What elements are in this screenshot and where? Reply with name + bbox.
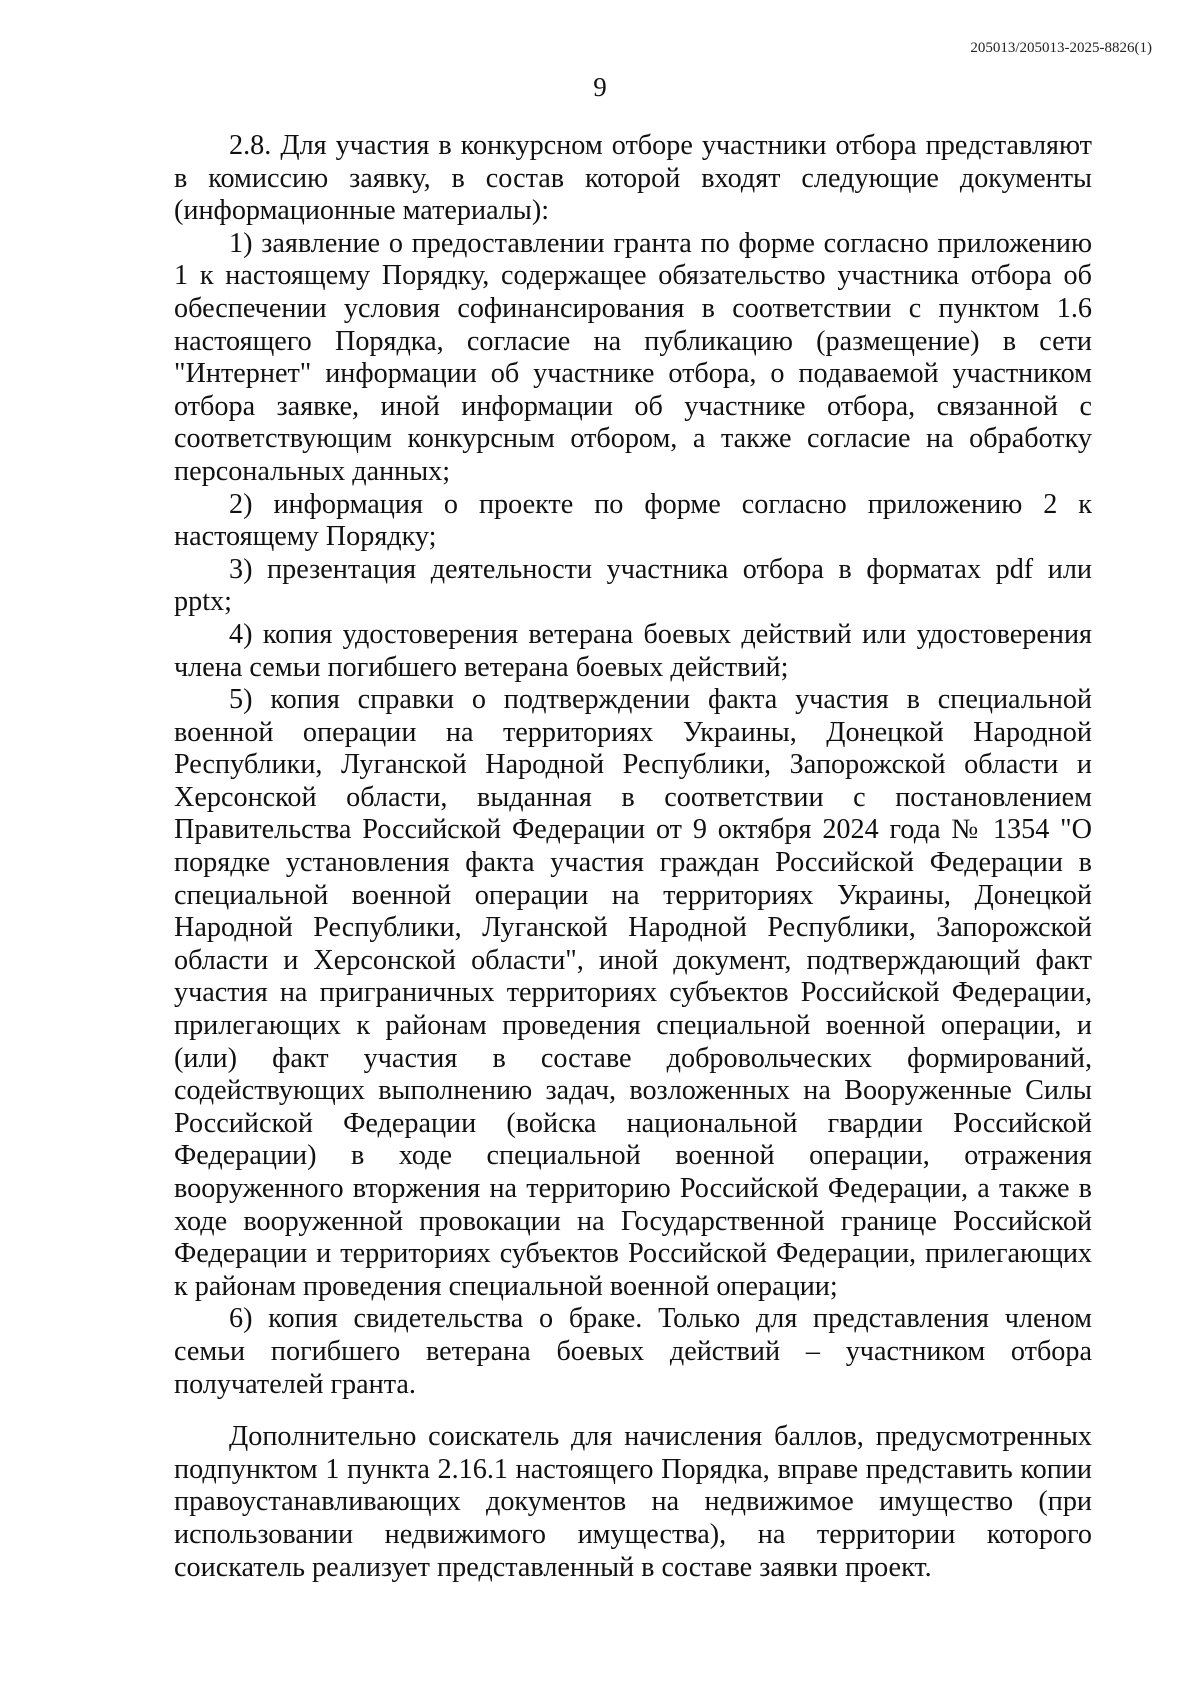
list-item-2-project-info: 2) информация о проекте по форме согласно приложению 2 к настоящему Порядку;	[174, 488, 1092, 553]
paragraph-2-8-intro: 2.8. Для участия в конкурсном отборе участники отбора представляют в комиссию заявку, в состав которой входят следующие документы (информационные материалы):	[174, 130, 1092, 227]
list-item-1-application: 1) заявление о предоставлении гранта по форме согласно приложению 1 к настоящему Порядку, содержащее обязательство участника отбора об обеспечении условия софинансирования в соответствии с пунктом 1.6 настоящего Порядка, согласие на публикацию (размещение) в сети "Интернет" информации об участнике отбора, о подаваемой участником отбора заявке, иной информации об участнике отбора, связанной с соответствующим конкурсным отбором, а также согласие на обработку персональных данных;	[174, 227, 1092, 487]
additional-documents-paragraph: Дополнительно соискатель для начисления баллов, предусмотренных подпунктом 1 пункта 2.16.1 настоящего Порядка, вправе представить копии правоустанавливающих документов на недвижимое имущество (при использовании недвижимого имущества), на территории которого соискатель реализует представленный в составе заявки проект.	[174, 1421, 1092, 1583]
document-body	[174, 130, 1092, 1584]
list-item-4-veteran-certificate: 4) копия удостоверения ветерана боевых действий или удостоверения члена семьи погибшего ветерана боевых действий;	[174, 618, 1092, 683]
list-item-5-participation-certificate: 5) копия справки о подтверждении факта участия в специальной военной операции на территориях Украины, Донецкой Народной Республики, Луганской Народной Республики, Запорожской области и Херсонской области, выданная в соответствии с постановлением Правительства Российской Федерации от 9 октября 2024 года № 1354 "О порядке установления факта участия граждан Российской Федерации в специальной военной операции на территориях Украины, Донецкой Народной Республики, Луганской Народной Республики, Запорожской области и Херсонской области", иной документ, подтверждающий факт участия на приграничных территориях субъектов Российской Федерации, прилегающих к районам проведения специальной военной операции, и (или) факт участия в составе добровольческих формирований, содействующих выполнению задач, возложенных на Вооруженные Силы Российской Федерации (войска национальной гвардии Российской Федерации) в ходе специальной военной операции, отражения вооруженного вторжения на территорию Российской Федерации, а также в ходе вооруженной провокации на Государственной границе Российской Федерации и территориях субъектов Российской Федерации, прилегающих к районам проведения специальной военной операции;	[174, 684, 1092, 1302]
document-registration-number: 205013/205013-2025-8826(1)	[970, 40, 1152, 56]
list-item-6-marriage-certificate: 6) копия свидетельства о браке. Только для представления членом семьи погибшего ветерана боевых действий – участником отбора получателей гранта.	[174, 1303, 1092, 1400]
page-number: 9	[593, 72, 607, 102]
list-item-3-presentation: 3) презентация деятельности участника отбора в форматах pdf или pptx;	[174, 553, 1092, 618]
